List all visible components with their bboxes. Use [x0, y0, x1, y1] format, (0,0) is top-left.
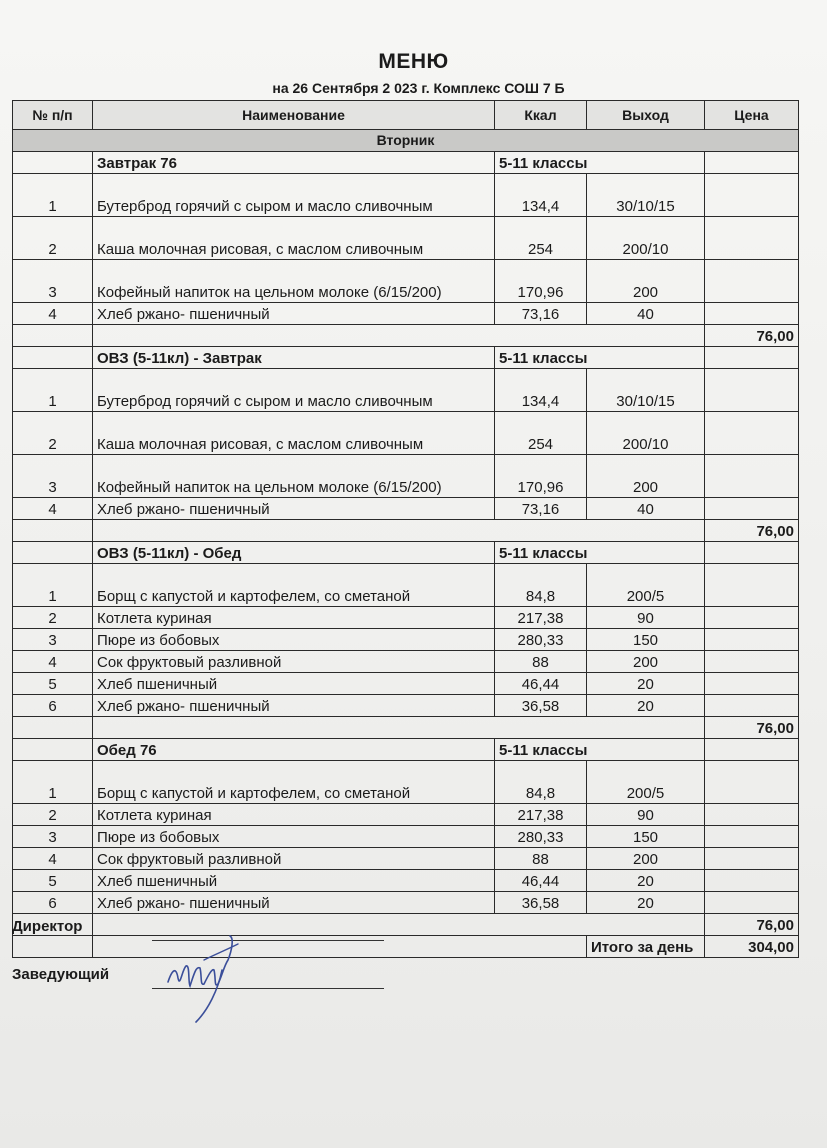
table-header [13, 101, 799, 130]
item-number: 3 [13, 826, 93, 848]
item-number: 1 [13, 174, 93, 217]
item-kcal: 254 [495, 217, 587, 260]
section-total: 76,00 [705, 914, 799, 936]
table-row [13, 695, 799, 717]
item-price [705, 651, 799, 673]
total-empty-cell [13, 936, 93, 958]
section-title: ОВЗ (5-11кл) - Обед [93, 542, 495, 564]
table-row [13, 651, 799, 673]
item-kcal: 84,8 [495, 761, 587, 804]
item-price [705, 217, 799, 260]
item-number: 1 [13, 564, 93, 607]
table-row [13, 673, 799, 695]
col-price: Цена [705, 101, 799, 130]
item-number: 1 [13, 761, 93, 804]
section-number-cell [13, 347, 93, 369]
item-name: Хлеб пшеничный [93, 673, 495, 695]
item-name: Каша молочная рисовая, с маслом сливочным [93, 412, 495, 455]
section-grade: 5-11 классы [495, 739, 705, 761]
item-number: 6 [13, 892, 93, 914]
section-price-cell [705, 739, 799, 761]
table-row [13, 629, 799, 651]
page-subtitle: на 26 Сентября 2 023 г. Комплекс СОШ 7 Б [272, 80, 565, 96]
section-grade: 5-11 классы [495, 347, 705, 369]
section-total: 76,00 [705, 717, 799, 739]
item-kcal: 170,96 [495, 455, 587, 498]
item-kcal: 88 [495, 651, 587, 673]
col-output: Выход [587, 101, 705, 130]
item-kcal: 170,96 [495, 260, 587, 303]
item-price [705, 260, 799, 303]
item-kcal: 36,58 [495, 695, 587, 717]
director-label: Директор [12, 918, 83, 935]
item-output: 20 [587, 892, 705, 914]
item-output: 40 [587, 303, 705, 325]
item-output: 20 [587, 673, 705, 695]
item-output: 150 [587, 629, 705, 651]
item-output: 200 [587, 848, 705, 870]
item-price [705, 870, 799, 892]
item-price [705, 369, 799, 412]
item-name: Котлета куриная [93, 607, 495, 629]
section-number-cell [13, 152, 93, 174]
item-output: 200 [587, 651, 705, 673]
table-row [13, 369, 799, 412]
section-total-row [13, 520, 799, 542]
item-number: 2 [13, 412, 93, 455]
item-output: 90 [587, 804, 705, 826]
item-name: Бутерброд горячий с сыром и масло сливочным [93, 174, 495, 217]
item-name: Хлеб ржано- пшеничный [93, 303, 495, 325]
item-name: Пюре из бобовых [93, 629, 495, 651]
table-row [13, 498, 799, 520]
item-number: 4 [13, 651, 93, 673]
section-number-cell [13, 542, 93, 564]
item-name: Кофейный напиток на цельном молоке (6/15/200) [93, 455, 495, 498]
table-row [13, 174, 799, 217]
menu-body [13, 130, 799, 958]
day-total-row [13, 936, 799, 958]
item-price [705, 303, 799, 325]
section-price-cell [705, 152, 799, 174]
item-number: 4 [13, 303, 93, 325]
section-grade: 5-11 классы [495, 542, 705, 564]
item-kcal: 73,16 [495, 498, 587, 520]
table-row [13, 848, 799, 870]
item-kcal: 88 [495, 848, 587, 870]
table-row [13, 761, 799, 804]
item-price [705, 412, 799, 455]
table-row [13, 826, 799, 848]
section-row [13, 152, 799, 174]
total-empty-cell [93, 520, 705, 542]
section-total: 76,00 [705, 520, 799, 542]
item-price [705, 455, 799, 498]
item-output: 150 [587, 826, 705, 848]
item-number: 6 [13, 695, 93, 717]
total-empty-cell [13, 520, 93, 542]
item-price [705, 761, 799, 804]
section-total: 76,00 [705, 325, 799, 347]
menu-table-wrap [12, 100, 798, 958]
total-empty-cell [13, 717, 93, 739]
item-kcal: 217,38 [495, 804, 587, 826]
day-label: Вторник [13, 130, 799, 152]
item-name: Борщ с капустой и картофелем, со сметаной [93, 564, 495, 607]
item-number: 2 [13, 804, 93, 826]
section-row [13, 347, 799, 369]
item-number: 3 [13, 260, 93, 303]
section-grade: 5-11 классы [495, 152, 705, 174]
section-total-row [13, 914, 799, 936]
item-name: Бутерброд горячий с сыром и масло сливочным [93, 369, 495, 412]
item-kcal: 134,4 [495, 174, 587, 217]
item-number: 5 [13, 673, 93, 695]
col-kcal: Ккал [495, 101, 587, 130]
item-name: Борщ с капустой и картофелем, со сметаной [93, 761, 495, 804]
item-price [705, 826, 799, 848]
item-price [705, 607, 799, 629]
item-kcal: 84,8 [495, 564, 587, 607]
menu-table [12, 100, 799, 958]
item-name: Сок фруктовый разливной [93, 651, 495, 673]
item-name: Пюре из бобовых [93, 826, 495, 848]
total-empty-cell [13, 325, 93, 347]
table-row [13, 804, 799, 826]
item-number: 1 [13, 369, 93, 412]
section-price-cell [705, 542, 799, 564]
item-kcal: 280,33 [495, 629, 587, 651]
table-row [13, 564, 799, 607]
item-name: Хлеб ржано- пшеничный [93, 695, 495, 717]
item-kcal: 36,58 [495, 892, 587, 914]
item-name: Котлета куриная [93, 804, 495, 826]
section-total-row [13, 717, 799, 739]
item-output: 20 [587, 870, 705, 892]
item-output: 200/5 [587, 564, 705, 607]
item-kcal: 254 [495, 412, 587, 455]
item-name: Хлеб пшеничный [93, 870, 495, 892]
item-name: Каша молочная рисовая, с маслом сливочным [93, 217, 495, 260]
item-output: 30/10/15 [587, 174, 705, 217]
item-kcal: 217,38 [495, 607, 587, 629]
item-number: 3 [13, 455, 93, 498]
total-empty-cell [93, 325, 705, 347]
item-number: 5 [13, 870, 93, 892]
table-row [13, 217, 799, 260]
item-output: 200 [587, 260, 705, 303]
section-number-cell [13, 739, 93, 761]
item-number: 3 [13, 629, 93, 651]
item-price [705, 498, 799, 520]
page-title: МЕНЮ [378, 50, 449, 73]
section-title: ОВЗ (5-11кл) - Завтрак [93, 347, 495, 369]
item-price [705, 174, 799, 217]
table-row [13, 607, 799, 629]
col-number: № п/п [13, 101, 93, 130]
item-output: 40 [587, 498, 705, 520]
item-kcal: 46,44 [495, 870, 587, 892]
item-kcal: 46,44 [495, 673, 587, 695]
item-price [705, 892, 799, 914]
item-output: 20 [587, 695, 705, 717]
section-row [13, 542, 799, 564]
section-title: Обед 76 [93, 739, 495, 761]
item-price [705, 695, 799, 717]
section-price-cell [705, 347, 799, 369]
table-row [13, 260, 799, 303]
item-output: 200/5 [587, 761, 705, 804]
table-row [13, 412, 799, 455]
item-name: Хлеб ржано- пшеничный [93, 498, 495, 520]
item-price [705, 848, 799, 870]
section-row [13, 739, 799, 761]
item-output: 200 [587, 455, 705, 498]
manager-label: Заведующий [12, 966, 110, 983]
item-output: 200/10 [587, 217, 705, 260]
col-name: Наименование [93, 101, 495, 130]
day-total-value: 304,00 [705, 936, 799, 958]
item-name: Кофейный напиток на цельном молоке (6/15/200) [93, 260, 495, 303]
item-price [705, 804, 799, 826]
item-name: Хлеб ржано- пшеничный [93, 892, 495, 914]
item-kcal: 73,16 [495, 303, 587, 325]
item-output: 200/10 [587, 412, 705, 455]
item-price [705, 629, 799, 651]
item-number: 2 [13, 217, 93, 260]
table-row [13, 455, 799, 498]
item-price [705, 564, 799, 607]
item-output: 90 [587, 607, 705, 629]
section-title: Завтрак 76 [93, 152, 495, 174]
item-output: 30/10/15 [587, 369, 705, 412]
item-number: 4 [13, 848, 93, 870]
item-kcal: 280,33 [495, 826, 587, 848]
total-empty-cell [93, 717, 705, 739]
item-number: 2 [13, 607, 93, 629]
item-kcal: 134,4 [495, 369, 587, 412]
item-price [705, 673, 799, 695]
item-number: 4 [13, 498, 93, 520]
table-row [13, 892, 799, 914]
day-row [13, 130, 799, 152]
handwritten-signature-icon [160, 930, 250, 1025]
table-row [13, 870, 799, 892]
item-name: Сок фруктовый разливной [93, 848, 495, 870]
section-total-row [13, 325, 799, 347]
day-total-label: Итого за день [587, 936, 705, 958]
table-row [13, 303, 799, 325]
